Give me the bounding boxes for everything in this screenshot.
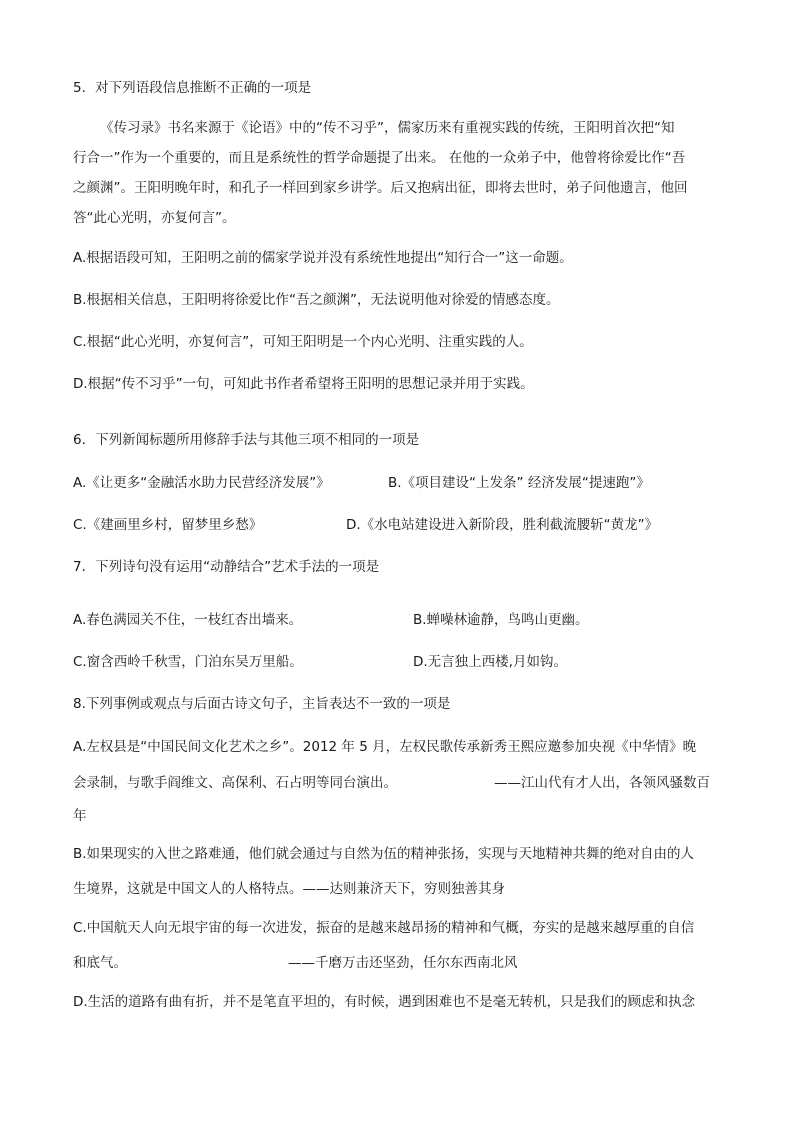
q7-option-b: B.蝉噪林逾静，鸟鸣山更幽。 xyxy=(413,612,589,628)
q5-passage-line-4: 答“此心光明，亦复何言”。 xyxy=(73,210,236,226)
q5-passage-line-1: 《传习录》书名来源于《论语》中的“传不习乎”，儒家历来有重视实践的传统，王阳明首次把“知 xyxy=(100,120,675,136)
q5-passage-line-3: 之颜渊”。王阳明晚年时，和孔子一样回到家乡讲学。后又抱病出征，即将去世时，弟子问他遗言，他回 xyxy=(73,180,688,196)
q6-stem: 6．下列新闻标题所用修辞手法与其他三项不相同的一项是 xyxy=(73,432,420,448)
q7-option-c: C.窗含西岭千秋雪，门泊东吴万里船。 xyxy=(73,654,303,670)
q8-option-a-line-3: 年 xyxy=(73,808,87,824)
q7-stem: 7．下列诗句没有运用“动静结合”艺术手法的一项是 xyxy=(73,559,380,575)
q8-option-b-line-2: 生境界，这就是中国文人的人格特点。——达则兼济天下，穷则独善其身 xyxy=(73,881,505,897)
q7-option-a: A.春色满园关不住，一枝红杏出墙来。 xyxy=(73,612,303,628)
q5-option-a: A.根据语段可知，王阳明之前的儒家学说并没有系统性地提出“知行合一”这一命题。 xyxy=(73,250,573,266)
q5-stem: 5．对下列语段信息推断不正确的一项是 xyxy=(73,80,312,96)
q8-option-c-quote: ——千磨万击还坚劲，任尔东西南北风 xyxy=(288,955,518,971)
q7-option-d: D.无言独上西楼,月如钩。 xyxy=(413,654,567,670)
q8-option-d-line-1: D.生活的道路有曲有折，并不是笔直平坦的，有时候，遇到困难也不是毫无转机，只是我们的顾虑和执念 xyxy=(73,994,696,1010)
q8-option-a-line-1: A.左权县是“中国民间文化艺术之乡”。2012 年 5 月，左权民歌传承新秀王熙应邀参加央视《中华情》晚 xyxy=(73,739,697,755)
q5-option-b: B.根据相关信息，王阳明将徐爱比作“吾之颜渊”，无法说明他对徐爱的情感态度。 xyxy=(73,292,560,308)
q8-option-c-line-1: C.中国航天人向无垠宇宙的每一次进发，振奋的是越来越昂扬的精神和气概，夯实的是越来越厚重的自信 xyxy=(73,920,695,936)
q5-option-d: D.根据“传不习乎”一句，可知此书作者希望将王阳明的思想记录并用于实践。 xyxy=(73,376,534,392)
q8-option-a-line-2: 会录制，与歌手阎维文、高保利、石占明等同台演出。 xyxy=(73,775,397,791)
q8-option-c-line-2: 和底气。 xyxy=(73,955,127,971)
q6-option-c: C.《建画里乡村，留梦里乡愁》 xyxy=(73,517,263,533)
q8-stem: 8.下列事例或观点与后面古诗文句子，主旨表达不一致的一项是 xyxy=(73,696,451,712)
q6-option-a: A.《让更多“金融活水助力民营经济发展”》 xyxy=(73,475,330,491)
q6-option-b: B.《项目建设“上发条” 经济发展“提速跑”》 xyxy=(388,475,650,491)
q8-option-a-quote: ——江山代有才人出，各领风骚数百 xyxy=(494,775,710,791)
q8-option-b-line-1: B.如果现实的入世之路难通，他们就会通过与自然为伍的精神张扬，实现与天地精神共舞的绝对自由的人 xyxy=(73,846,695,862)
q5-passage-line-2: 行合一”作为一个重要的，而且是系统性的哲学命题提了出来。 在他的一众弟子中，他曾将徐爱比作“吾 xyxy=(73,150,686,166)
q6-option-d: D.《水电站建设进入新阶段，胜利截流腰斩“黄龙”》 xyxy=(346,517,659,533)
q5-option-c: C.根据“此心光明，亦复何言”，可知王阳明是一个内心光明、注重实践的人。 xyxy=(73,334,533,350)
